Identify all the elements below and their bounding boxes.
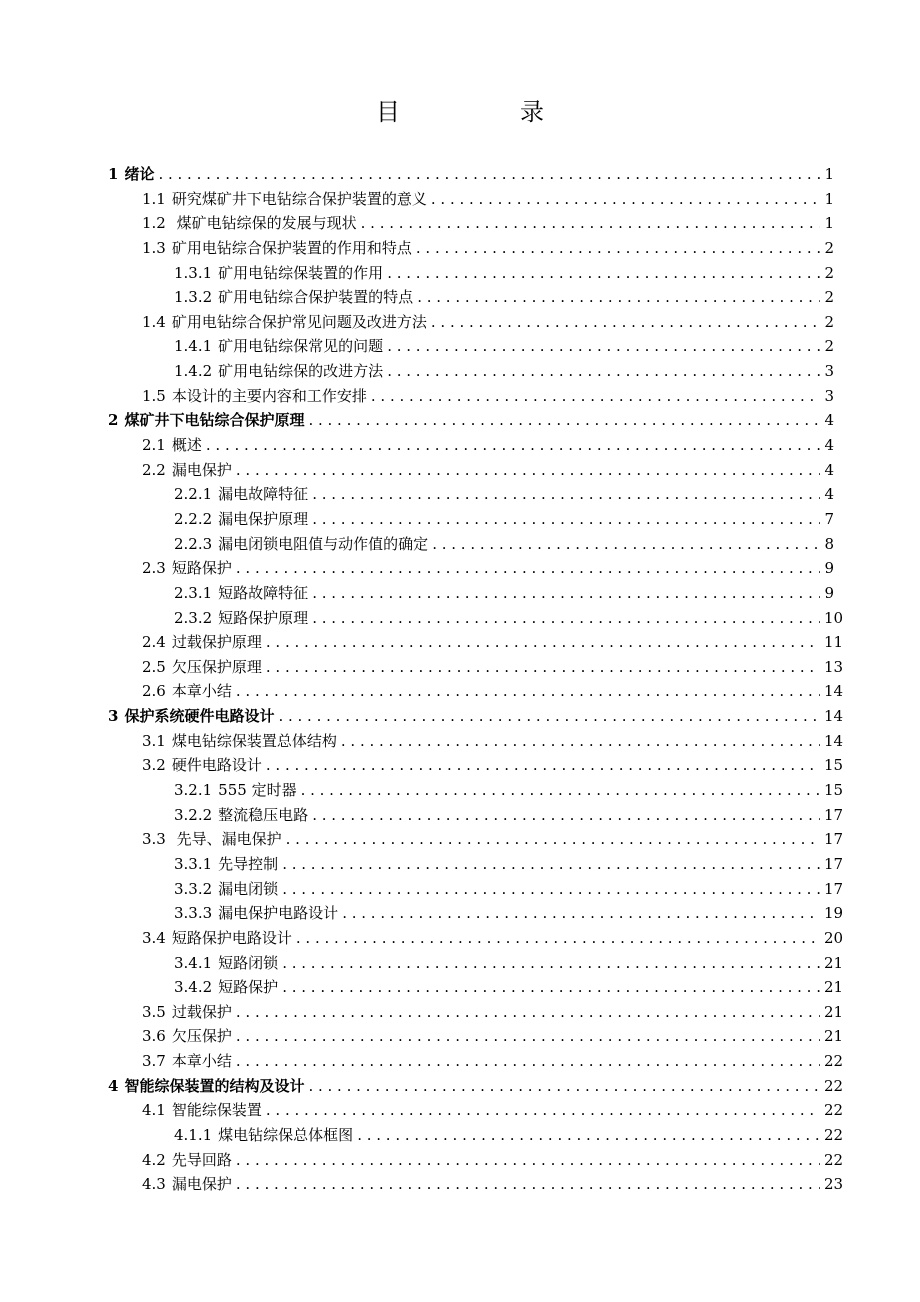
toc-dot-leader [236,458,820,483]
toc-dot-leader [342,901,820,926]
toc-entry-number: 2.5 [142,657,166,676]
toc-entry-page-number: 14 [824,707,844,726]
toc-dot-leader [341,729,820,754]
toc-entry-number: 2.3.2 [174,608,213,627]
toc-entry-number: 1.4.2 [174,362,213,381]
toc-entry-number: 4.2 [142,1150,166,1169]
toc-entry-page-number: 22 [824,1150,844,1169]
toc-entry-title: 短路保护 [218,978,279,997]
toc-dot-leader [312,581,820,606]
toc-entry-number: 2.6 [142,682,166,701]
toc-entry-number: 4.3 [142,1175,166,1194]
toc-entry-page-number: 17 [824,879,844,898]
toc-entry-title: 煤电钻综保装置总体结构 [171,731,337,750]
toc-entry-title: 短路保护 [171,559,232,578]
toc-entry-page-number: 4 [824,436,834,455]
toc-dot-leader [266,1098,820,1123]
toc-entry-number: 3.4.1 [174,953,213,972]
toc-dot-leader [236,1024,820,1049]
toc-entry-title: 概述 [171,436,202,455]
toc-dot-leader [236,1049,820,1074]
toc-dot-leader [308,408,820,433]
toc-dot-leader [236,1148,820,1173]
toc-entry-number: 3.4 [142,928,166,947]
toc-entry-number: 1.3 [142,238,166,257]
toc-dot-leader [387,359,820,384]
toc-entry-number: 1.4 [142,312,166,331]
toc-entry-number: 1 [108,165,119,183]
toc-entry [108,507,834,532]
toc-entry-number: 3.7 [142,1052,166,1071]
toc-entry-page-number: 4 [824,411,834,430]
toc-entry-page-number: 9 [824,583,834,602]
toc-dot-leader [301,778,820,803]
toc-entry-number: 2.2.2 [174,509,213,528]
toc-entry-page-number: 3 [824,362,834,381]
toc-entry-title: 煤矿井下电钻综合保护原理 [124,411,305,430]
toc-entry-title: 短路保护原理 [218,608,309,627]
toc-entry-number: 2.1 [142,436,166,455]
toc-entry-page-number: 22 [824,1076,844,1095]
toc-entry [108,803,844,828]
toc-entry-page-number: 17 [824,854,844,873]
toc-entry [108,482,834,507]
toc-entry [108,236,834,261]
toc-entry-number: 4.1 [142,1101,166,1120]
toc-entry-page-number: 23 [824,1175,844,1194]
toc-dot-leader [236,556,820,581]
toc-entry-page-number: 17 [824,805,844,824]
toc-entry-page-number: 14 [824,731,844,750]
toc-entry-title: 煤矿电钻综保的发展与现状 [171,214,357,233]
toc-entry-number: 2.3.1 [174,583,213,602]
toc-entry [108,679,844,704]
toc-dot-leader [417,285,820,310]
toc-dot-leader [361,211,820,236]
toc-entry-number: 3.5 [142,1002,166,1021]
toc-entry [108,1148,844,1173]
toc-entry-number: 3.3 [142,830,166,849]
toc-entry-title: 过载保护原理 [171,633,262,652]
toc-entry [108,187,834,212]
toc-entry-page-number: 19 [824,904,844,923]
toc-entry [108,285,834,310]
toc-entry-title: 矿用电钻综合保护常见问题及改进方法 [171,312,427,331]
toc-entry-title: 先导控制 [218,854,279,873]
toc-dot-leader [357,1123,820,1148]
toc-entry [108,901,844,926]
toc-entry-number: 2.2.1 [174,485,213,504]
toc-dot-leader [206,433,820,458]
toc-entry-page-number: 9 [824,559,834,578]
toc-dot-leader [236,679,820,704]
toc-entry-title: 漏电故障特征 [218,485,309,504]
toc-entry-page-number: 1 [824,189,834,208]
toc-entry-title: 漏电保护原理 [218,509,309,528]
toc-entry-number: 2.4 [142,633,166,652]
toc-entry-number: 1.1 [142,189,166,208]
toc-entry [108,852,844,877]
toc-entry-title: 矿用电钻综合保护装置的特点 [218,288,414,307]
toc-dot-leader [158,162,820,187]
toc-entry-number: 3.2 [142,756,166,775]
toc-entry-number: 1.3.1 [174,263,213,282]
toc-entry-number: 4.1.1 [174,1125,213,1144]
toc-dot-leader [282,975,820,1000]
toc-entry-number: 2.2.3 [174,534,213,553]
toc-entry-page-number: 10 [824,608,844,627]
toc-entry-title: 矿用电钻综保装置的作用 [218,263,384,282]
toc-dot-leader [387,334,820,359]
toc-entry [108,261,834,286]
toc-dot-leader [312,606,820,631]
toc-entry [108,630,844,655]
toc-entry [108,359,834,384]
toc-entry-page-number: 21 [824,1002,844,1021]
toc-entry [108,1024,844,1049]
toc-entry [108,334,834,359]
toc-entry [108,778,844,803]
toc-entry [108,877,844,902]
toc-dot-leader [266,630,820,655]
toc-entry-title: 整流稳压电路 [218,805,309,824]
toc-dot-leader [431,310,820,335]
toc-entry-title: 矿用电钻综保常见的问题 [218,337,384,356]
toc-dot-leader [387,261,820,286]
toc-entry-page-number: 13 [824,657,844,676]
toc-entry [108,606,844,631]
toc-entry-number: 3.1 [142,731,166,750]
toc-entry [108,1098,844,1123]
toc-entry-title: 漏电闭锁 [218,879,279,898]
toc-entry-title: 555 定时器 [218,781,297,800]
toc-dot-leader [282,951,820,976]
toc-dot-leader [282,877,820,902]
toc-dot-leader [236,1000,820,1025]
toc-entry-page-number: 21 [824,978,844,997]
toc-entry-number: 3.2.2 [174,805,213,824]
toc-entry [108,408,834,433]
toc-entry [108,532,834,557]
toc-entry-page-number: 8 [824,534,834,553]
toc-entry [108,827,844,852]
toc-entry-title: 保护系统硬件电路设计 [124,707,275,726]
toc-entry-number: 3.2.1 [174,781,213,800]
toc-entry-page-number: 1 [824,165,834,183]
toc-entry-title: 短路保护电路设计 [171,928,292,947]
toc-entry-page-number: 14 [824,682,844,701]
toc-entry-page-number: 7 [824,509,834,528]
toc-entry-page-number: 2 [824,263,834,282]
toc-entry-title: 硬件电路设计 [171,756,262,775]
toc-entry-page-number: 2 [824,312,834,331]
toc-entry-page-number: 22 [824,1052,844,1071]
toc-entry-page-number: 2 [824,337,834,356]
toc-entry-page-number: 4 [824,460,834,479]
toc-dot-leader [431,187,820,212]
toc-entry-number: 3.4.2 [174,978,213,997]
toc-entry-number: 2 [108,411,119,430]
toc-entry-title: 本章小结 [171,682,232,701]
toc-entry-page-number: 2 [824,238,834,257]
toc-entry-number: 1.4.1 [174,337,213,356]
toc-entry-title: 短路故障特征 [218,583,309,602]
toc-dot-leader [371,384,820,409]
toc-entry-title: 欠压保护原理 [171,657,262,676]
toc-entry [108,211,834,236]
toc-entry [108,433,834,458]
toc-entry [108,310,834,335]
toc-entry [108,384,834,409]
toc-entry-number: 2.2 [142,460,166,479]
toc-entry-page-number: 4 [824,485,834,504]
toc-entry-page-number: 11 [824,633,844,652]
toc-entry-title: 先导、漏电保护 [171,830,282,849]
toc-entry-number: 3 [108,707,119,726]
toc-entry [108,704,844,729]
toc-entry [108,1172,844,1197]
toc-entry-title: 本章小结 [171,1052,232,1071]
toc-entry-title: 研究煤矿井下电钻综合保护装置的意义 [171,189,427,208]
toc-entry-page-number: 17 [824,830,844,849]
toc-entry-number: 2.3 [142,559,166,578]
toc-entry-title: 智能综保装置的结构及设计 [124,1076,305,1095]
toc-entry-title: 智能综保装置 [171,1101,262,1120]
toc-entry [108,1074,844,1099]
toc-entry [108,975,844,1000]
toc-dot-leader [308,1074,820,1099]
toc-entry [108,1049,844,1074]
toc-dot-leader [286,827,820,852]
toc-entry [108,162,834,187]
toc-entry-number: 1.5 [142,386,166,405]
toc-entry-number: 3.3.2 [174,879,213,898]
toc-dot-leader [282,852,820,877]
toc-entry-title: 漏电闭锁电阻值与动作值的确定 [218,534,429,553]
toc-entry-number: 1.2 [142,214,166,233]
toc-dot-leader [236,1172,820,1197]
toc-entry-title: 漏电保护 [171,460,232,479]
toc-dot-leader [266,655,820,680]
toc-entry [108,926,844,951]
toc-dot-leader [278,704,820,729]
toc-entry-page-number: 22 [824,1101,844,1120]
table-of-contents [108,162,844,1197]
toc-entry-page-number: 1 [824,214,834,233]
toc-entry-page-number: 15 [824,781,844,800]
toc-entry-title: 先导回路 [171,1150,232,1169]
toc-entry-page-number: 15 [824,756,844,775]
toc-entry-number: 3.3.3 [174,904,213,923]
toc-entry-title: 矿用电钻综合保护装置的作用和特点 [171,238,412,257]
toc-entry-title: 本设计的主要内容和工作安排 [171,386,367,405]
toc-entry-page-number: 3 [824,386,834,405]
toc-dot-leader [432,532,820,557]
toc-dot-leader [312,803,820,828]
toc-entry [108,753,844,778]
toc-entry-page-number: 21 [824,953,844,972]
toc-entry-number: 3.3.1 [174,854,213,873]
toc-entry-title: 短路闭锁 [218,953,279,972]
toc-entry-title: 矿用电钻综保的改进方法 [218,362,384,381]
toc-entry [108,951,844,976]
toc-entry-number: 4 [108,1076,119,1095]
toc-dot-leader [312,507,820,532]
toc-entry [108,556,834,581]
toc-entry-title: 漏电保护 [171,1175,232,1194]
toc-entry-title: 过载保护 [171,1002,232,1021]
toc-entry-title: 煤电钻综保总体框图 [218,1125,354,1144]
toc-dot-leader [312,482,820,507]
toc-entry-number: 3.6 [142,1027,166,1046]
toc-entry [108,655,844,680]
toc-dot-leader [296,926,820,951]
toc-entry [108,1000,844,1025]
toc-entry-title: 欠压保护 [171,1027,232,1046]
page-title: 目 录 [376,98,592,126]
toc-entry-title: 漏电保护电路设计 [218,904,339,923]
toc-entry [108,581,834,606]
toc-entry-page-number: 22 [824,1125,844,1144]
toc-entry [108,1123,844,1148]
toc-entry-number: 1.3.2 [174,288,213,307]
toc-dot-leader [416,236,820,261]
toc-dot-leader [266,753,820,778]
toc-entry-page-number: 20 [824,928,844,947]
toc-entry-title: 绪论 [124,165,155,183]
toc-entry [108,458,834,483]
toc-entry-page-number: 21 [824,1027,844,1046]
toc-entry [108,729,844,754]
toc-entry-page-number: 2 [824,288,834,307]
